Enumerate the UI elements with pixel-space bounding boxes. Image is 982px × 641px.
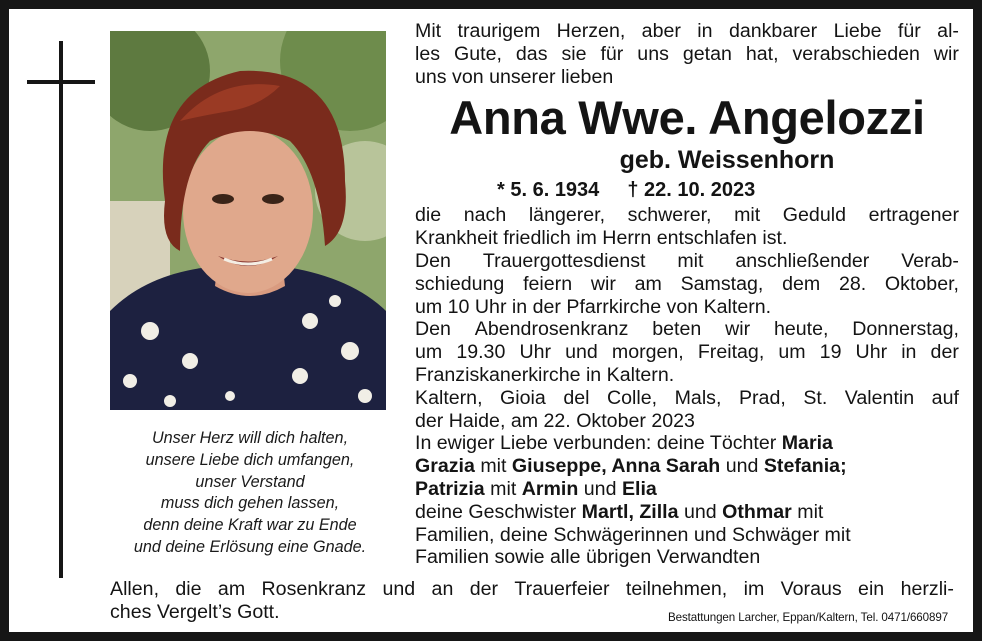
cross-vertical-bar (59, 41, 63, 578)
poem-line: und deine Erlösung eine Gnade. (133, 537, 367, 556)
undertaker-credit: Bestattungen Larcher, Eppan/Kaltern, Tel. 0471/660897 (668, 611, 949, 624)
family-text: mit (484, 477, 522, 500)
portrait-illustration (110, 31, 386, 410)
poem-line: unsere Liebe dich umfangen, (145, 450, 355, 469)
poem-line: unser Verstand (195, 472, 305, 491)
intro-line: uns von unserer lieben (415, 65, 614, 88)
body-line: Franziskanerkirche in Kaltern. (415, 363, 675, 386)
life-dates (415, 176, 959, 204)
portrait-photo (110, 31, 386, 410)
intro-line: Mit traurigem Herzen, aber in dankbarer Liebe für al- (415, 20, 959, 42)
family-name: Giuseppe, Anna Sarah (511, 455, 721, 478)
family-text: und (678, 500, 723, 523)
family-name: Patrizia (415, 477, 485, 500)
obituary-text (415, 20, 959, 569)
family-line: Familien, deine Schwägerinnen und Schwäger mit (415, 523, 851, 546)
family-name: Othmar (722, 500, 792, 523)
body-line: um 10 Uhr in der Pfarrkirche von Kaltern. (415, 295, 772, 318)
family-name: Stefania; (763, 455, 847, 478)
family-name: Elia (621, 477, 657, 500)
poem-line: Unser Herz will dich halten, (151, 429, 349, 447)
family-line: Familien sowie alle übrigen Verwandten (415, 546, 761, 569)
family-line (415, 478, 959, 501)
family-name: Armin (521, 477, 579, 500)
body-line: Den Abendrosenkranz beten wir heute, Donnerstag, (415, 318, 959, 341)
death-date: † 22. 10. 2023 (627, 179, 756, 202)
family-name: Grazia (415, 455, 475, 478)
poem-line: denn deine Kraft war zu Ende (143, 516, 357, 535)
family-name: Maria (781, 432, 833, 455)
deceased-name: Anna Wwe. Angelozzi (449, 91, 925, 145)
family-text: deine Geschwister (415, 500, 582, 523)
body-line: um 19.30 Uhr und morgen, Freitag, um 19 Uhr in der (415, 341, 959, 364)
birth-date: * 5. 6. 1934 (497, 179, 600, 202)
body-line: die nach längerer, schwerer, mit Geduld ertragener (415, 204, 959, 227)
family-text: und (720, 455, 764, 478)
closing-line: ches Vergelt’s Gott. (110, 600, 280, 623)
poem (105, 428, 395, 559)
body-line: Den Trauergottesdienst mit anschließender Verab- (415, 249, 959, 272)
maiden-name: geb. Weissenhorn (619, 146, 835, 175)
body-line: der Haide, am 22. Oktober 2023 (415, 409, 695, 432)
intro-line: les Gute, das sie für uns getan hat, verabschieden wir (415, 42, 959, 65)
family-line (415, 455, 959, 478)
family-line (415, 432, 959, 455)
family-text: mit (791, 500, 824, 523)
family-name: Martl, Zilla (581, 500, 679, 523)
poem-line: muss dich gehen lassen, (160, 494, 340, 513)
family-text: In ewiger Liebe verbunden: deine Töchter (415, 432, 782, 455)
family-text: mit (474, 455, 512, 478)
family-text: und (578, 477, 622, 500)
body-line: schiedung feiern wir am Samstag, dem 28. Oktober, (415, 272, 959, 295)
cross-horizontal-bar (27, 80, 95, 84)
closing-line: Allen, die am Rosenkranz und an der Trauerfeier teilnehmen, im Voraus ein herzli- (110, 578, 954, 600)
family-line (415, 501, 959, 524)
body-line: Krankheit friedlich im Herrn entschlafen ist. (415, 227, 788, 250)
body-line: Kaltern, Gioia del Colle, Mals, Prad, St. Valentin auf (415, 386, 959, 409)
